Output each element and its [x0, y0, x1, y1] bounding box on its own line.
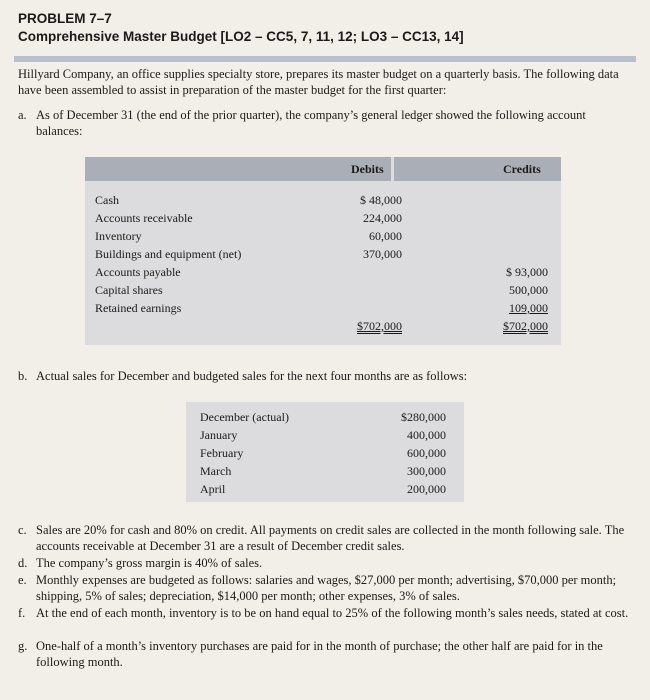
- sales-month: April: [200, 482, 226, 496]
- item-b-text: Actual sales for December and budgeted sales for the next four months are as follows:: [36, 369, 468, 383]
- debit-total: $702,000: [357, 319, 402, 333]
- account-name: Inventory: [95, 229, 142, 243]
- account-name: Cash: [95, 193, 119, 207]
- debit-value: $ 48,000: [360, 193, 402, 207]
- header-separator: [391, 157, 394, 181]
- account-name: Buildings and equipment (net): [95, 247, 242, 261]
- debit-value: 60,000: [369, 229, 402, 243]
- problem-header: [18, 10, 638, 45]
- item-b-label: b.: [18, 369, 28, 383]
- intro-paragraph: Hillyard Company, an office supplies specialty store, prepares its master budget on a quarterly basis. The following data have been assembled to assist in preparation of the master budget for the first quarter:: [18, 67, 619, 97]
- item-c-label: c.: [18, 523, 27, 537]
- sales-month: December (actual): [200, 410, 289, 424]
- sales-amount: $280,000: [401, 410, 446, 424]
- debit-value: 370,000: [363, 247, 402, 261]
- item-c-text: Sales are 20% for cash and 80% on credit. All payments on credit sales are collected in the month following sale. The accounts receivable at December 31 are a result of December credit sales.: [36, 523, 625, 553]
- debit-value: 224,000: [363, 211, 402, 225]
- credit-value: 109,000: [509, 301, 548, 315]
- account-name: Accounts payable: [95, 265, 181, 279]
- ledger-header: [85, 157, 561, 181]
- item-d-label: d.: [18, 556, 28, 570]
- sales-amount: 200,000: [407, 482, 446, 496]
- sales-month: January: [200, 428, 238, 442]
- item-e-text: Monthly expenses are budgeted as follows: salaries and wages, $27,000 per month; advertising, $70,000 per month; shipping, 5% of sales; depreciation, $14,000 per month; other expenses, 3% of sales.: [36, 573, 617, 603]
- sales-month: February: [200, 446, 244, 460]
- credits-header: Credits: [503, 162, 541, 176]
- problem-number: PROBLEM 7–7: [18, 11, 112, 26]
- sales-amount: 400,000: [407, 428, 446, 442]
- credit-value: 500,000: [509, 283, 548, 297]
- header-divider: [14, 56, 636, 62]
- item-f-text: At the end of each month, inventory is to be on hand equal to 25% of the following month’s sales needs, stated at cost.: [36, 606, 629, 620]
- item-d-text: The company’s gross margin is 40% of sales.: [36, 556, 263, 570]
- account-name: Retained earnings: [95, 301, 182, 315]
- item-a-text: As of December 31 (the end of the prior quarter), the company’s general ledger showed the following account balances:: [36, 108, 586, 138]
- item-c: [18, 523, 630, 554]
- sales-amount: 300,000: [407, 464, 446, 478]
- item-g-label: g.: [18, 639, 28, 653]
- item-b: [18, 369, 630, 385]
- item-g: [18, 639, 630, 670]
- sales-table: [186, 402, 464, 502]
- account-name: Accounts receivable: [95, 211, 193, 225]
- problem-title: Comprehensive Master Budget [LO2 – CC5, 7, 11, 12; LO3 – CC13, 14]: [18, 29, 464, 44]
- item-g-text: One-half of a month’s inventory purchases are paid for in the month of purchase; the other half are paid for in the following month.: [36, 639, 603, 669]
- sales-month: March: [200, 464, 232, 478]
- debits-header: Debits: [351, 162, 384, 176]
- item-e: [18, 573, 630, 604]
- item-f: [18, 606, 630, 622]
- item-a-label: a.: [18, 108, 27, 122]
- item-a: [18, 108, 630, 139]
- item-f-label: f.: [18, 606, 26, 620]
- item-e-label: e.: [18, 573, 27, 587]
- ledger-table: [85, 157, 561, 345]
- item-d: [18, 556, 630, 572]
- credit-total: $702,000: [503, 319, 548, 333]
- account-name: Capital shares: [95, 283, 163, 297]
- sales-amount: 600,000: [407, 446, 446, 460]
- credit-value: $ 93,000: [506, 265, 548, 279]
